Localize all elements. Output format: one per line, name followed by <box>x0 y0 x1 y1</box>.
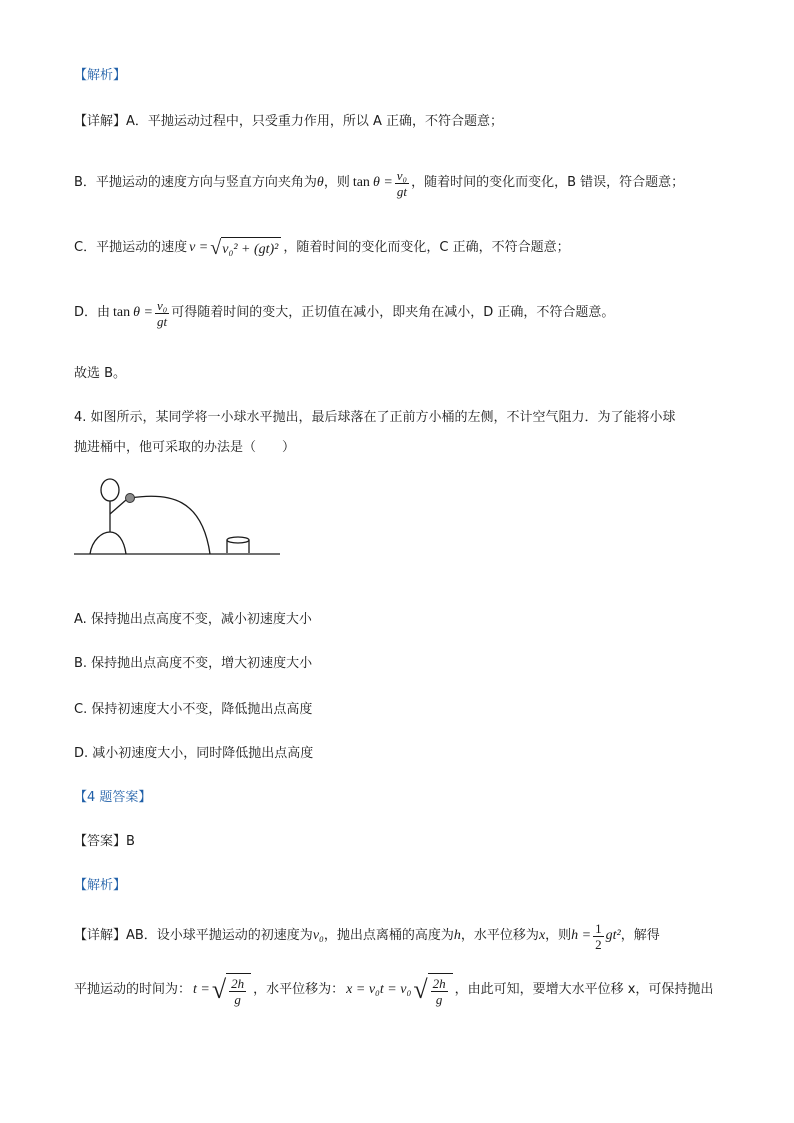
projectile-figure <box>74 474 284 560</box>
conclusion: 故选 B。 <box>74 366 127 381</box>
sqrt-velocity: √ v₀² + (gt)² <box>210 237 281 260</box>
sqrt-displacement: √ $\frac{2h}{g}$ <box>413 973 452 1007</box>
ball-icon <box>126 494 135 503</box>
detail-ab-line-2: 平抛运动的时间为： t = √ $\frac{2h}{g}$ ，水平位移为： x = v₀t = v₀ √ $\frac{2h}{g}$ ，由此可知，要增大水平位移 x，可保持抛出 <box>74 975 714 1007</box>
option-c: C. 保持初速度大小不变，降低抛出点高度 <box>74 702 313 717</box>
option-d: D. 减小初速度大小，同时降低抛出点高度 <box>74 746 314 761</box>
option-a: A. 保持抛出点高度不变，减小初速度大小 <box>74 612 312 627</box>
fraction-one-half: $\frac{1}{2}$ <box>595 920 602 952</box>
detail-line-d: D．由 tan θ = $\frac{\text{v₀}}{gt}$ 可得随着时间的变大，正切值在减小，即夹角在减小，D 正确，不符合题意。 <box>74 297 615 329</box>
sqrt-time: √ $\frac{2h}{g}$ <box>212 973 251 1007</box>
person-legs <box>90 532 126 554</box>
section-heading-jiexi-2: 【解析】 <box>74 878 127 893</box>
detail-ab-line-1: 【详解】AB．设小球平抛运动的初速度为 v₀ ，抛出点离桶的高度为 h ，水平位移为 x ，则 h = $\frac{1}{2}$ gt² ，解得 <box>74 920 660 952</box>
section-heading-jiexi: 【解析】 <box>74 68 127 83</box>
answer-section-heading: 【4 题答案】 <box>74 790 152 805</box>
person-arm <box>110 500 126 514</box>
detail-line-a: 【详解】A．平抛运动过程中，只受重力作用，所以 A 正确，不符合题意； <box>74 114 504 129</box>
answer-line: 【答案】B <box>74 834 135 849</box>
person-head <box>101 479 119 501</box>
trajectory-path <box>130 496 210 554</box>
fraction-v0-over-gt-d: $\frac{\text{v₀}}{gt}$ <box>156 297 168 329</box>
option-b: B. 保持抛出点高度不变，增大初速度大小 <box>74 656 313 671</box>
question-4-line-2: 抛进桶中，他可采取的办法是（ ） <box>74 440 296 455</box>
question-4-line-1: 4. 如图所示，某同学将一小球水平抛出，最后球落在了正前方小桶的左侧，不计空气阻力．为了能将小球 <box>74 410 676 425</box>
detail-line-c: C．平抛运动的速度 v = √ v₀² + (gt)² ，随着时间的变化而变化，C 正确，不符合题意； <box>74 236 570 259</box>
fraction-v0-over-gt: $\frac{\text{v₀}}{gt}$ <box>396 167 408 199</box>
detail-line-b: B．平抛运动的速度方向与竖直方向夹角为 θ ，则 tan θ = $\frac{\text{v₀}}{gt}$ ，随着时间的变化而变化，B 错误，符合题意； <box>74 167 685 199</box>
bucket-top <box>227 537 249 543</box>
